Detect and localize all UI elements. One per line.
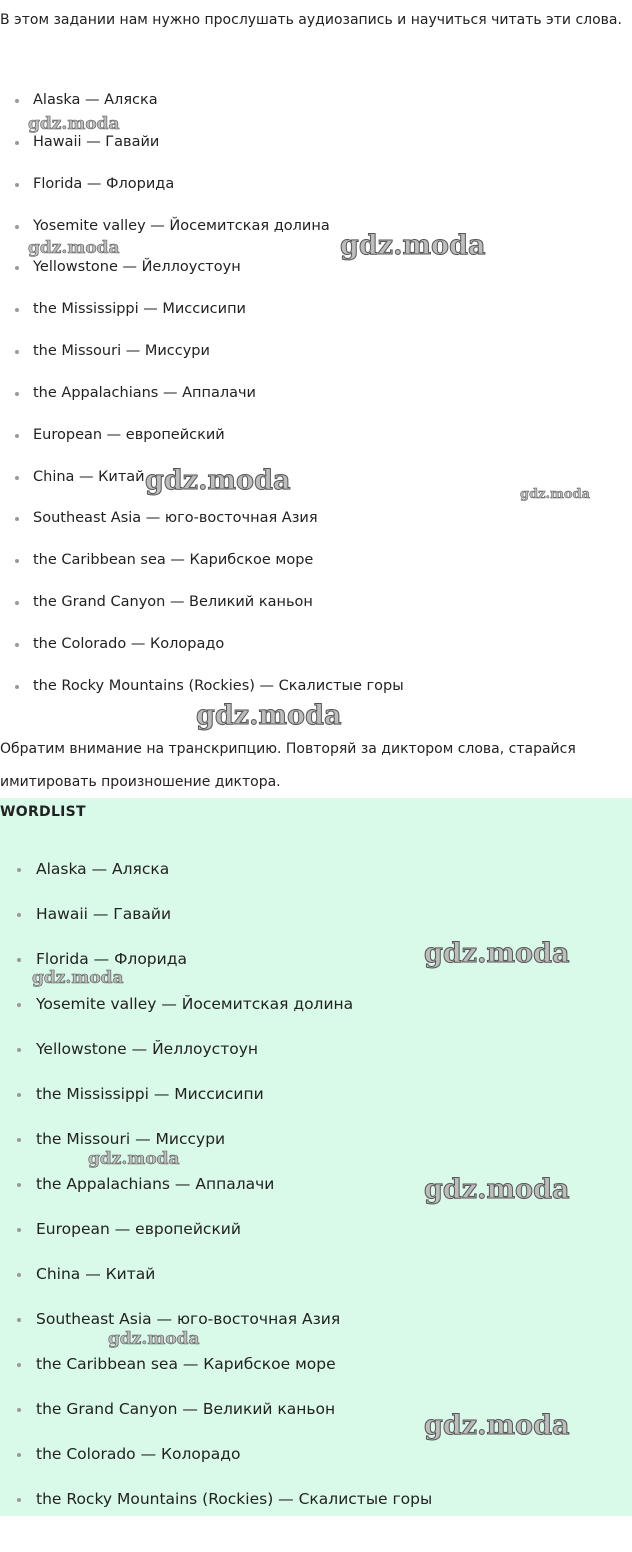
word-list-main bbox=[0, 80, 632, 708]
list-item: European — европейский bbox=[0, 415, 632, 457]
watermark: gdz.moda bbox=[108, 1329, 200, 1349]
list-item: the Appalachians — Аппалачи bbox=[0, 373, 632, 415]
list-item: the Rocky Mountains (Rockies) — Скалистые горы bbox=[0, 666, 632, 708]
list-item: the Missouri — Миссури bbox=[0, 1117, 632, 1162]
list-item: the Rocky Mountains (Rockies) — Скалистые горы bbox=[0, 1477, 632, 1522]
list-item: European — европейский bbox=[0, 1207, 632, 1252]
list-item: the Colorado — Колорадо bbox=[0, 1432, 632, 1477]
watermark: gdz.moda bbox=[424, 1174, 570, 1205]
list-item: Yosemite valley — Йосемитская долина bbox=[0, 982, 632, 1027]
watermark: gdz.moda bbox=[424, 938, 570, 969]
list-item: the Mississippi — Миссисипи bbox=[0, 1072, 632, 1117]
list-item: China — Китай bbox=[0, 457, 632, 499]
list-item: Hawaii — Гавайи bbox=[0, 122, 632, 164]
intro-paragraph: В этом задании нам нужно прослушать аудиозапись и научиться читать эти слова. bbox=[0, 12, 622, 28]
watermark: gdz.moda bbox=[520, 487, 591, 502]
list-item: Florida — Флорида bbox=[0, 937, 632, 982]
watermark: gdz.moda bbox=[196, 700, 342, 731]
list-item: Yellowstone — Йеллоустоун bbox=[0, 247, 632, 289]
wordlist-panel bbox=[0, 798, 632, 1516]
list-item: Hawaii — Гавайи bbox=[0, 892, 632, 937]
list-item: Southeast Asia — юго-восточная Азия bbox=[0, 498, 632, 540]
list-item: the Grand Canyon — Великий каньон bbox=[0, 582, 632, 624]
list-item: Yellowstone — Йеллоустоун bbox=[0, 1027, 632, 1072]
list-item: the Grand Canyon — Великий каньон bbox=[0, 1387, 632, 1432]
list-item: Yosemite valley — Йосемитская долина bbox=[0, 206, 632, 248]
watermark: gdz.moda bbox=[28, 238, 120, 258]
wordlist-title: WORDLIST bbox=[0, 804, 86, 820]
outro-paragraph: Обратим внимание на транскрипцию. Повторяй за диктором слова, старайся имитировать произношение диктора. bbox=[0, 741, 576, 790]
list-item: the Colorado — Колорадо bbox=[0, 624, 632, 666]
list-item: the Appalachians — Аппалачи bbox=[0, 1162, 632, 1207]
list-item: China — Китай bbox=[0, 1252, 632, 1297]
list-item: Florida — Флорида bbox=[0, 164, 632, 206]
watermark: gdz.moda bbox=[88, 1149, 180, 1169]
list-item: Alaska — Аляска bbox=[0, 80, 632, 122]
list-item: Alaska — Аляска bbox=[0, 847, 632, 892]
list-item: the Missouri — Миссури bbox=[0, 331, 632, 373]
list-item: Southeast Asia — юго-восточная Азия bbox=[0, 1297, 632, 1342]
wordlist-items bbox=[0, 847, 632, 1522]
list-item: the Mississippi — Миссисипи bbox=[0, 289, 632, 331]
watermark: gdz.moda bbox=[32, 968, 124, 988]
list-item: the Caribbean sea — Карибское море bbox=[0, 1342, 632, 1387]
watermark: gdz.moda bbox=[28, 114, 120, 134]
watermark: gdz.moda bbox=[145, 465, 291, 496]
list-item: the Caribbean sea — Карибское море bbox=[0, 540, 632, 582]
watermark: gdz.moda bbox=[340, 230, 486, 261]
watermark: gdz.moda bbox=[424, 1410, 570, 1441]
